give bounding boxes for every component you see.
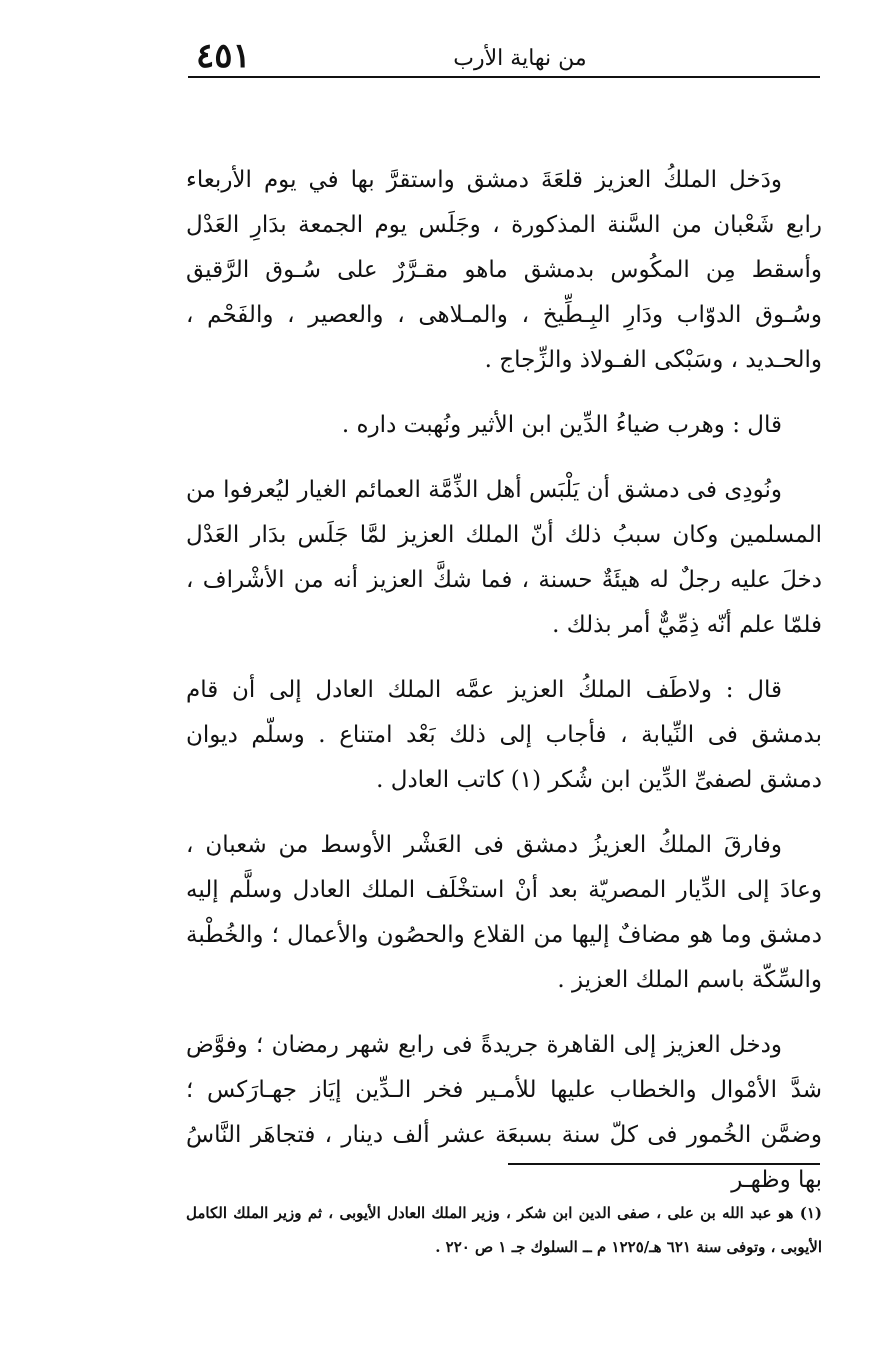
paragraph: ودَخل الملكُ العزيز قلعَةَ دمشق واستقرَّ بها في يوم الأربعاء رابع شَعْبان من السَّنة المذكورة ، وجَلَس يوم الجمعة بدَارِ العَدْل وأسقط مِن المكُوس بدمشق ماهو مقـرَّرٌ على سُـوق الرَّقيق وسُـوق الدوّاب ودَارِ البِـطِّيخ ، والمـلاهى ، والعصير ، والفَحْم ، والحـديد ، وسَبْكى الفـولاذ والزِّجاج . [186,167,822,373]
paragraph: قال : ولاطَف الملكُ العزيز عمَّه الملك العادل إلى أن قام بدمشق فى النِّيابة ، فأجاب إلى ذلك بَعْد امتناع . وسلّم ديوان دمشق لصفىِّ الدِّين ابن شُكر (١) كاتب العادل . [186,677,822,793]
paragraph: ودخل العزيز إلى القاهرة جريدةً فى رابع شهر رمضان ؛ وفوَّض شدَّ الأمْوال والخطاب عليها للأمـير فخر الـدِّين إيَاز جهـارَكس ؛ وضمَّن الخُمور فى كلّ سنة بسبعَة عشر ألف دينار ، فتجاهَر النَّاسُ بها وظهـر [186,1032,822,1193]
running-title: من نهاية الأرب [453,46,587,71]
footnotes [186,1196,822,1264]
paragraph: قال : وهرب ضياءُ الدِّين ابن الأثير ونُهبت داره . [341,412,782,438]
page-header [0,28,893,80]
page-number: ٤٥١ [196,36,251,76]
footnote-divider [508,1163,820,1165]
main-text [186,158,822,1223]
header-divider [188,76,820,78]
paragraph: وفارقَ الملكُ العزيزُ دمشق فى العَشْر الأوسط من شعبان ، وعادَ إلى الدِّيار المصريّة بعد أنْ استخْلَف الملك العادل وسلَّم إليه دمشق وما هو مضافٌ إليها من القلاع والحصُون والأعمال ؛ والخُطْبة والسِّكّة باسم الملك العزيز . [186,832,822,993]
footnote: (١) هو عبد الله بن على ، صفى الدين ابن شكر ، وزير الملك العادل الأيوبى ، ثم وزير الملك الكامل الأيوبى ، وتوفى سنة ٦٢١ هـ/١٢٢٥ م ــ السلوك جـ ١ ص ٢٢٠ . [186,1204,822,1256]
paragraph: ونُودِى فى دمشق أن يَلْبَس أهل الذِّمَّة العمائم الغيار ليُعرفوا من المسلمين وكان سببُ ذلك أنّ الملك العزيز لمَّا جَلَس بدَار العَدْل دخلَ عليه رجلٌ له هيئَةٌ حسنة ، فما شكَّ العزيز أنه من الأشْراف ، فلمّا علم أنّه ذِمِّيٌّ أمر بذلك . [186,477,822,638]
